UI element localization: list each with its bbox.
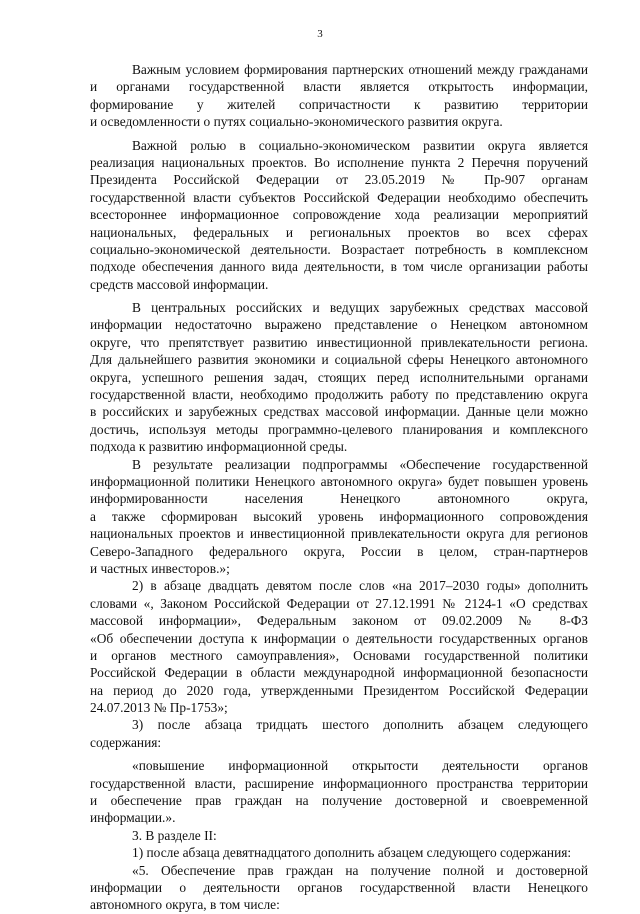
text-line: на период до 2020 года, утвержденными Президентом Российской Федерации (90, 682, 588, 698)
text-line: словами «, Законом Российской Федерации от 27.12.1991 № 2124-1 «О средствах (90, 595, 588, 611)
text-line: формирование у жителей сопричастности к развитию территории (90, 96, 588, 112)
text-line: Российской Федерации в области международной информационной безопасности (90, 665, 588, 681)
text-line: информационной политики Ненецкого автономного округа» будет повышен уровень (90, 473, 588, 489)
text-line: средств массовой информации. (90, 276, 269, 292)
text-line: государственной власти, расширение информационного пространства территории (90, 775, 588, 791)
text-line: 1) после абзаца девятнадцатого дополнить абзацем следующего содержания: (132, 845, 572, 861)
text-line: а также сформирован высокий уровень информационного сопровождения (90, 508, 588, 524)
text-line: в российских и зарубежных средствах массовой информации. Данные цели можно (90, 404, 588, 420)
text-line: «Об обеспечении доступа к информации о деятельности государственных органов (90, 630, 588, 646)
text-line: государственной власти, необходимо продолжить работу по представлению округа (90, 387, 588, 403)
text-line: округа, успешного решения задач, стоящих перед исполнительными органами (90, 369, 588, 385)
document-body (90, 61, 588, 914)
text-line: Важным условием формирования партнерских отношений между гражданами (132, 62, 588, 77)
text-line: автономного округа, в том числе: (90, 897, 280, 913)
text-line: «повышение информационной открытости деятельности органов (132, 758, 588, 774)
text-line: массовой информации», Федеральным законом от 09.02.2009 № 8-ФЗ (90, 613, 588, 629)
text-line: национальных, федеральных и региональных проектов во всех сферах (90, 224, 588, 240)
text-line: достичь, используя методы программно-целевого планирования и комплексного (90, 421, 588, 437)
text-line: и органов местного самоуправления», Основами государственной политики (90, 647, 588, 663)
text-line: 3. В разделе II: (132, 827, 217, 843)
text-line: 24.07.2013 № Пр-1753»; (90, 700, 228, 716)
text-line: информации.». (90, 810, 176, 826)
text-line: Важной ролью в социально-экономическом развитии округа является (132, 137, 588, 153)
text-line: и обеспечение прав граждан на получение достоверной и своевременной (90, 793, 588, 809)
text-line: 2) в абзаце двадцать девятом после слов «на 2017–2030 годы» дополнить (132, 578, 588, 594)
text-line: «5. Обеспечение прав граждан на получение полной и достоверной (132, 862, 588, 878)
text-line: Северо-Западного федерального округа, России в целом, стран-партнеров (90, 543, 588, 559)
text-line: реализация национальных проектов. Во исполнение пункта 2 Перечня поручений (90, 154, 588, 170)
text-line: Президента Российской Федерации от 23.05.2019 № Пр-907 органам (90, 172, 588, 188)
text-line: национальных проектов и инвестиционной привлекательности округа для регионов (90, 526, 588, 542)
text-line: всестороннее информационное сопровождение хода реализации мероприятий (90, 207, 588, 223)
text-line: и осведомленности о путях социально-экономического развития округа. (90, 114, 503, 130)
page-number: 3 (317, 28, 323, 40)
text-line: информированности населения Ненецкого автономного округа, (90, 491, 588, 507)
text-line: информации недостаточно выражено представление о Ненецком автономном (90, 317, 588, 333)
text-line: государственной власти субъектов Российской Федерации необходимо обеспечить (90, 189, 588, 205)
text-line: и органами государственной власти является открытость информации, (90, 79, 588, 95)
text-line: подходе обеспечения данного вида деятельности, в том числе организации работы (90, 259, 588, 275)
text-line: информации о деятельности органов государственной власти Ненецкого (90, 879, 588, 895)
text-line: округе, что препятствует развитию инвестиционной привлекательности региона. (90, 334, 588, 350)
text-line: и частных инвесторов.»; (90, 560, 230, 576)
text-line: 3) после абзаца тридцать шестого дополнить абзацем следующего (132, 717, 588, 733)
text-line: В центральных российских и ведущих зарубежных средствах массовой (132, 300, 588, 316)
text-line: содержания: (90, 734, 162, 750)
text-line: Для дальнейшего развития экономики и социальной сферы Ненецкого автономного (90, 352, 588, 368)
text-line: социально-экономической деятельности. Возрастает потребность в комплексном (90, 241, 588, 257)
text-line: подхода к развитию информационной среды. (90, 439, 348, 455)
text-line: В результате реализации подпрограммы «Обеспечение государственной (132, 456, 588, 472)
